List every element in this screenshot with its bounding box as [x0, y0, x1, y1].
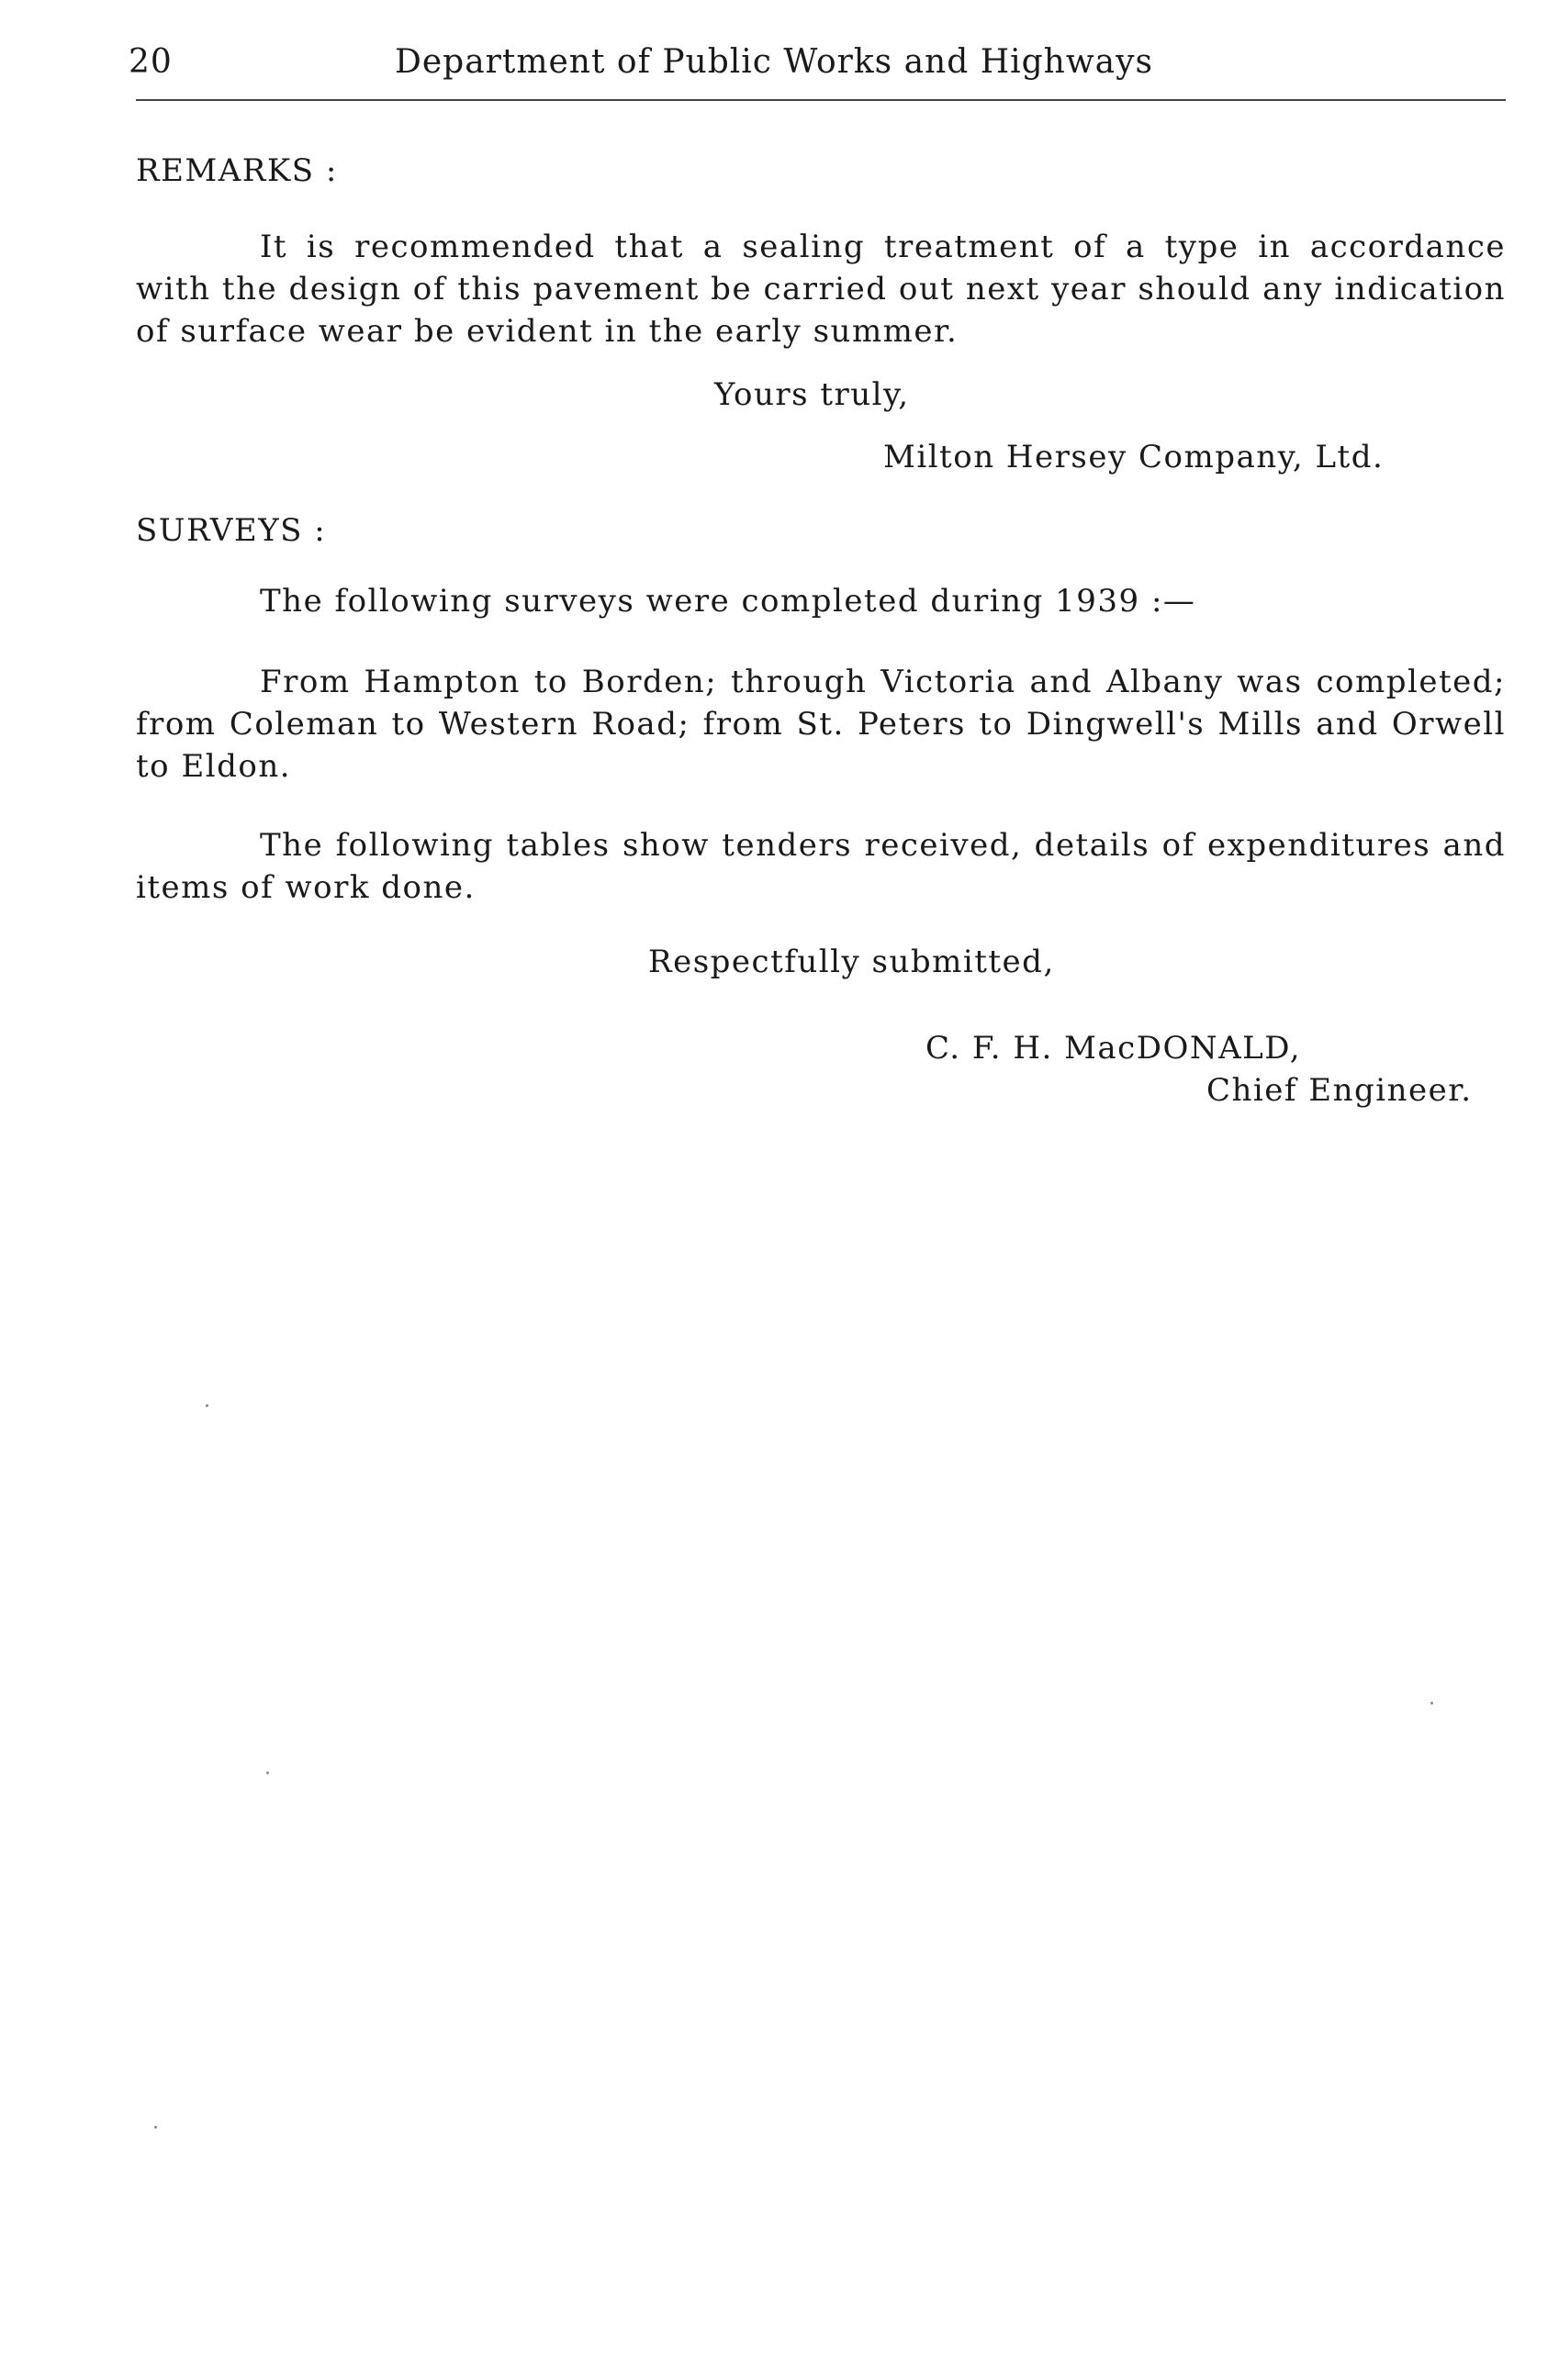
surveys-tables-note: The following tables show tenders received, details of expenditures and items of work done. — [136, 827, 1506, 906]
remarks-paragraph: It is recommended that a sealing treatment of a type in accordance with the design of this pavement be carried out next year should any indication of surface wear be evident in the early summer. — [136, 229, 1506, 350]
surveys-intro: The following surveys were completed during 1939 :— — [260, 583, 1196, 620]
page-number: 20 — [129, 43, 173, 81]
remarks-signature: Milton Hersey Company, Ltd. — [883, 439, 1385, 475]
scan-speck — [1430, 1702, 1433, 1704]
scan-speck — [206, 1404, 208, 1407]
remarks-closing: Yours truly, — [714, 376, 910, 413]
scan-speck — [266, 1771, 269, 1774]
signatory-name: C. F. H. MacDONALD, — [925, 1030, 1302, 1067]
surveys-paragraph: From Hampton to Borden; through Victoria and Albany was completed; from Coleman to Western Road; from St. Peters to Dingwell's Mills and Orwell to Eldon. — [136, 664, 1506, 785]
surveys-closing: Respectfully submitted, — [648, 944, 1055, 980]
signatory-title: Chief Engineer. — [1206, 1072, 1473, 1109]
remarks-heading: REMARKS : — [136, 152, 338, 189]
running-title: Department of Public Works and Highways — [395, 43, 1153, 81]
page-header — [129, 39, 1506, 86]
header-rule — [136, 99, 1506, 101]
surveys-heading: SURVEYS : — [136, 512, 327, 549]
scan-speck — [154, 2126, 157, 2129]
